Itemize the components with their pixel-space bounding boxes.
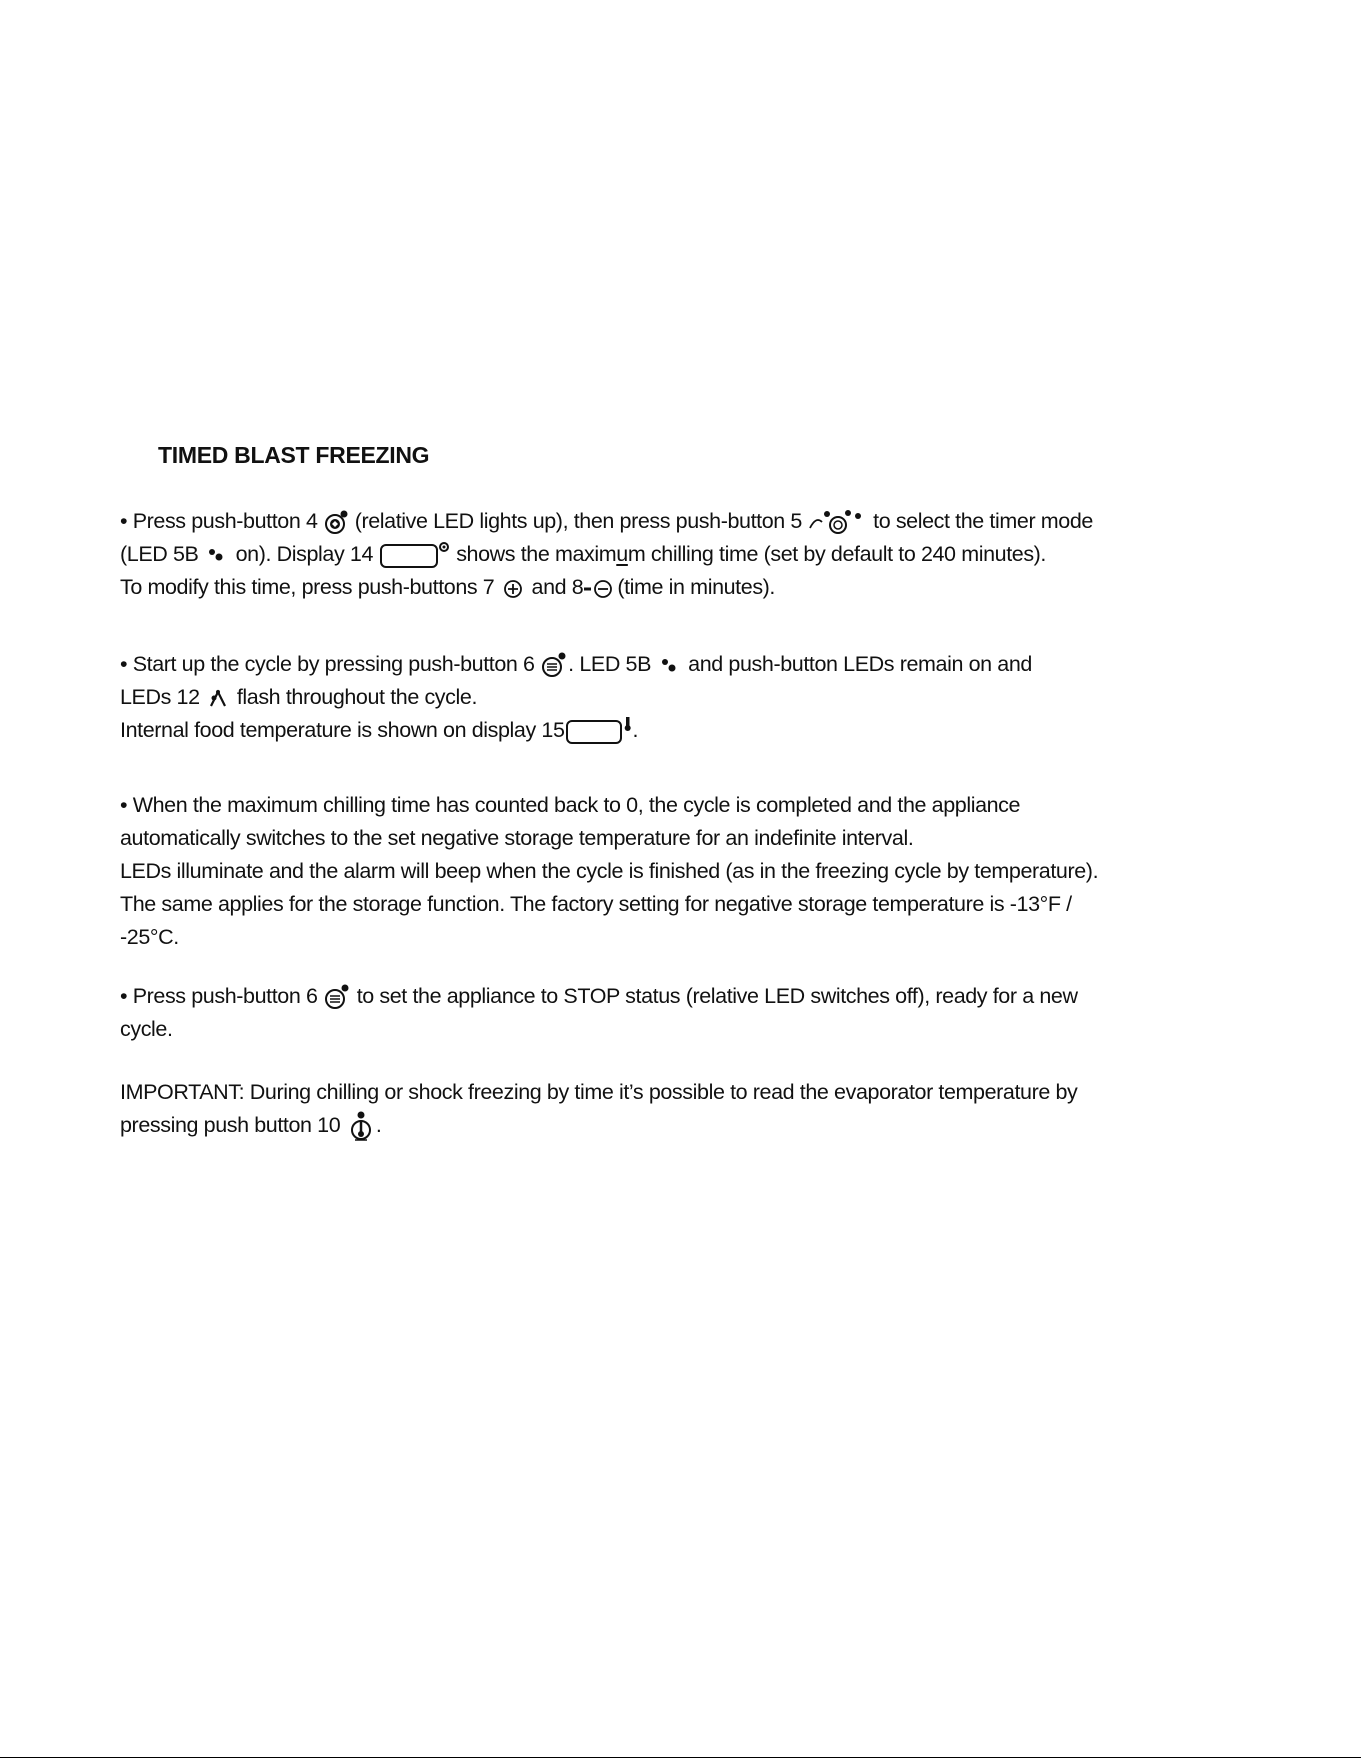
text: • Press push-button 6 (120, 984, 318, 1008)
evaporator-probe-button-icon (346, 1110, 376, 1142)
probe-temperature-display-icon (565, 716, 633, 746)
fan-led-icon (205, 688, 231, 708)
text: LEDs 12 (120, 685, 200, 709)
text-line: -25°C. (120, 925, 179, 949)
plus-button-icon (500, 577, 526, 599)
text-line (120, 714, 1240, 747)
text-line (120, 538, 1240, 571)
text: Internal food temperature is shown on display 15 (120, 718, 565, 742)
text-line: • When the maximum chilling time has counted back to 0, the cycle is completed and the appliance (120, 793, 1021, 817)
text: shows the maxim (456, 542, 617, 566)
page-bottom-rule (0, 1757, 1361, 1758)
text: • Press push-button 4 (120, 509, 318, 533)
text: m chilling time (set by default to 240 minutes). (627, 542, 1047, 566)
blast-freeze-button-icon (323, 509, 349, 535)
text-line (120, 681, 1240, 714)
section-title: TIMED BLAST FREEZING (158, 442, 430, 468)
text: and push-button LEDs remain on and (688, 652, 1032, 676)
text: (relative LED lights up), then press push-button 5 (354, 509, 802, 533)
text: to select the timer mode (873, 509, 1093, 533)
paragraph-cycle-complete (120, 789, 1240, 954)
timer-display-icon (379, 540, 451, 570)
text-line (120, 980, 1240, 1013)
led-dots-icon (657, 656, 683, 674)
text-line (120, 648, 1240, 681)
minus-button-icon (583, 577, 617, 599)
start-stop-button-icon (540, 651, 568, 679)
text: flash throughout the cycle. (236, 685, 478, 709)
text: on). Display 14 (235, 542, 374, 566)
start-stop-button-icon (323, 983, 351, 1011)
text: and 8 (531, 575, 584, 599)
text: . (375, 1113, 382, 1137)
text: (time in minutes). (617, 575, 776, 599)
text: pressing push button 10 (120, 1113, 341, 1137)
text: u (616, 542, 628, 566)
paragraph-start-cycle (120, 648, 1240, 747)
text-line: IMPORTANT: During chilling or shock freezing by time it’s possible to read the evaporator temperature by (120, 1080, 1078, 1104)
text-line: The same applies for the storage function. The factory setting for negative storage temperature is -13°F / (120, 892, 1072, 916)
text: (LED 5B (120, 542, 199, 566)
text-line (120, 505, 1240, 538)
text-line (120, 1109, 1240, 1142)
text: . LED 5B (568, 652, 652, 676)
led-dots-icon (204, 546, 230, 564)
text: • Start up the cycle by pressing push-button 6 (120, 652, 535, 676)
text-line (120, 571, 1240, 604)
paragraph-stop (120, 980, 1240, 1046)
text: To modify this time, press push-buttons 7 (120, 575, 495, 599)
text-line: cycle. (120, 1017, 173, 1041)
text-line: automatically switches to the set negative storage temperature for an indefinite interval. (120, 826, 914, 850)
paragraph-timer-mode (120, 505, 1240, 604)
text: to set the appliance to STOP status (relative LED switches off), ready for a new (356, 984, 1078, 1008)
paragraph-important (120, 1076, 1240, 1142)
timer-mode-button-icon (808, 508, 868, 536)
text: . (632, 718, 639, 742)
text-line: LEDs illuminate and the alarm will beep when the cycle is finished (as in the freezing cycle by temperature). (120, 859, 1099, 883)
